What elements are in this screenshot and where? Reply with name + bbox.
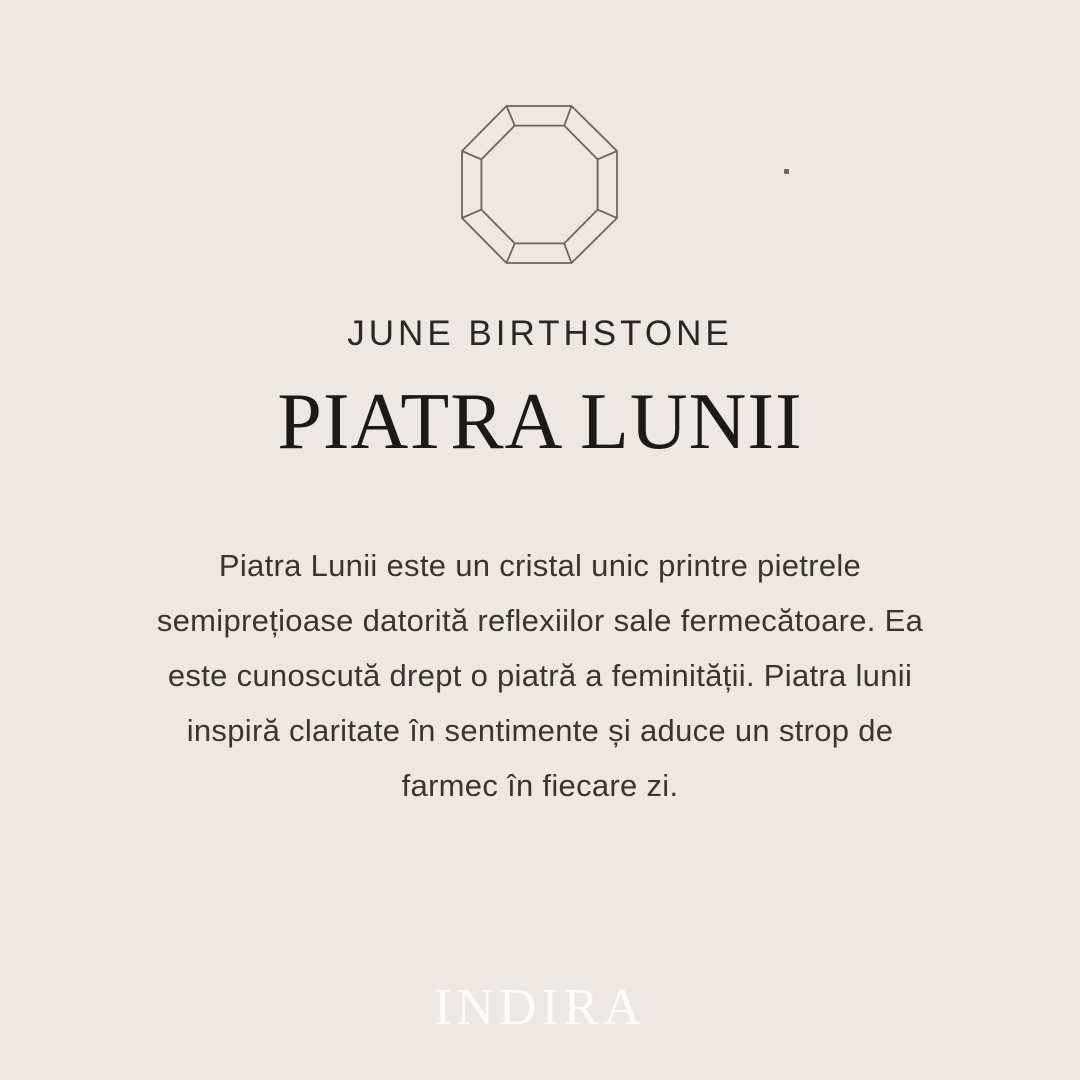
brand-wordmark-indira: INDIRA (434, 979, 646, 1036)
sparkle-dot (784, 169, 789, 174)
description-line: farmec în fiecare zi. (401, 768, 679, 803)
description-line: semiprețioase datorită reflexiilor sale fermecătoare. Ea (156, 603, 924, 638)
description-line: este cunoscută drept o piatră a feminității. Piatra lunii (167, 658, 913, 693)
gemstone-octagon-icon (460, 104, 620, 266)
description-line: inspiră claritate în sentimente și aduce un strop de (186, 713, 894, 748)
gemstone-octagon-svg (460, 104, 620, 266)
eyebrow-june-birthstone: JUNE BIRTHSTONE (347, 314, 733, 353)
description-paragraph (0, 538, 1080, 813)
page-title-piatra-lunii: PIATRA LUNII (277, 378, 803, 466)
description-line: Piatra Lunii este un cristal unic printre pietrele (218, 548, 862, 583)
